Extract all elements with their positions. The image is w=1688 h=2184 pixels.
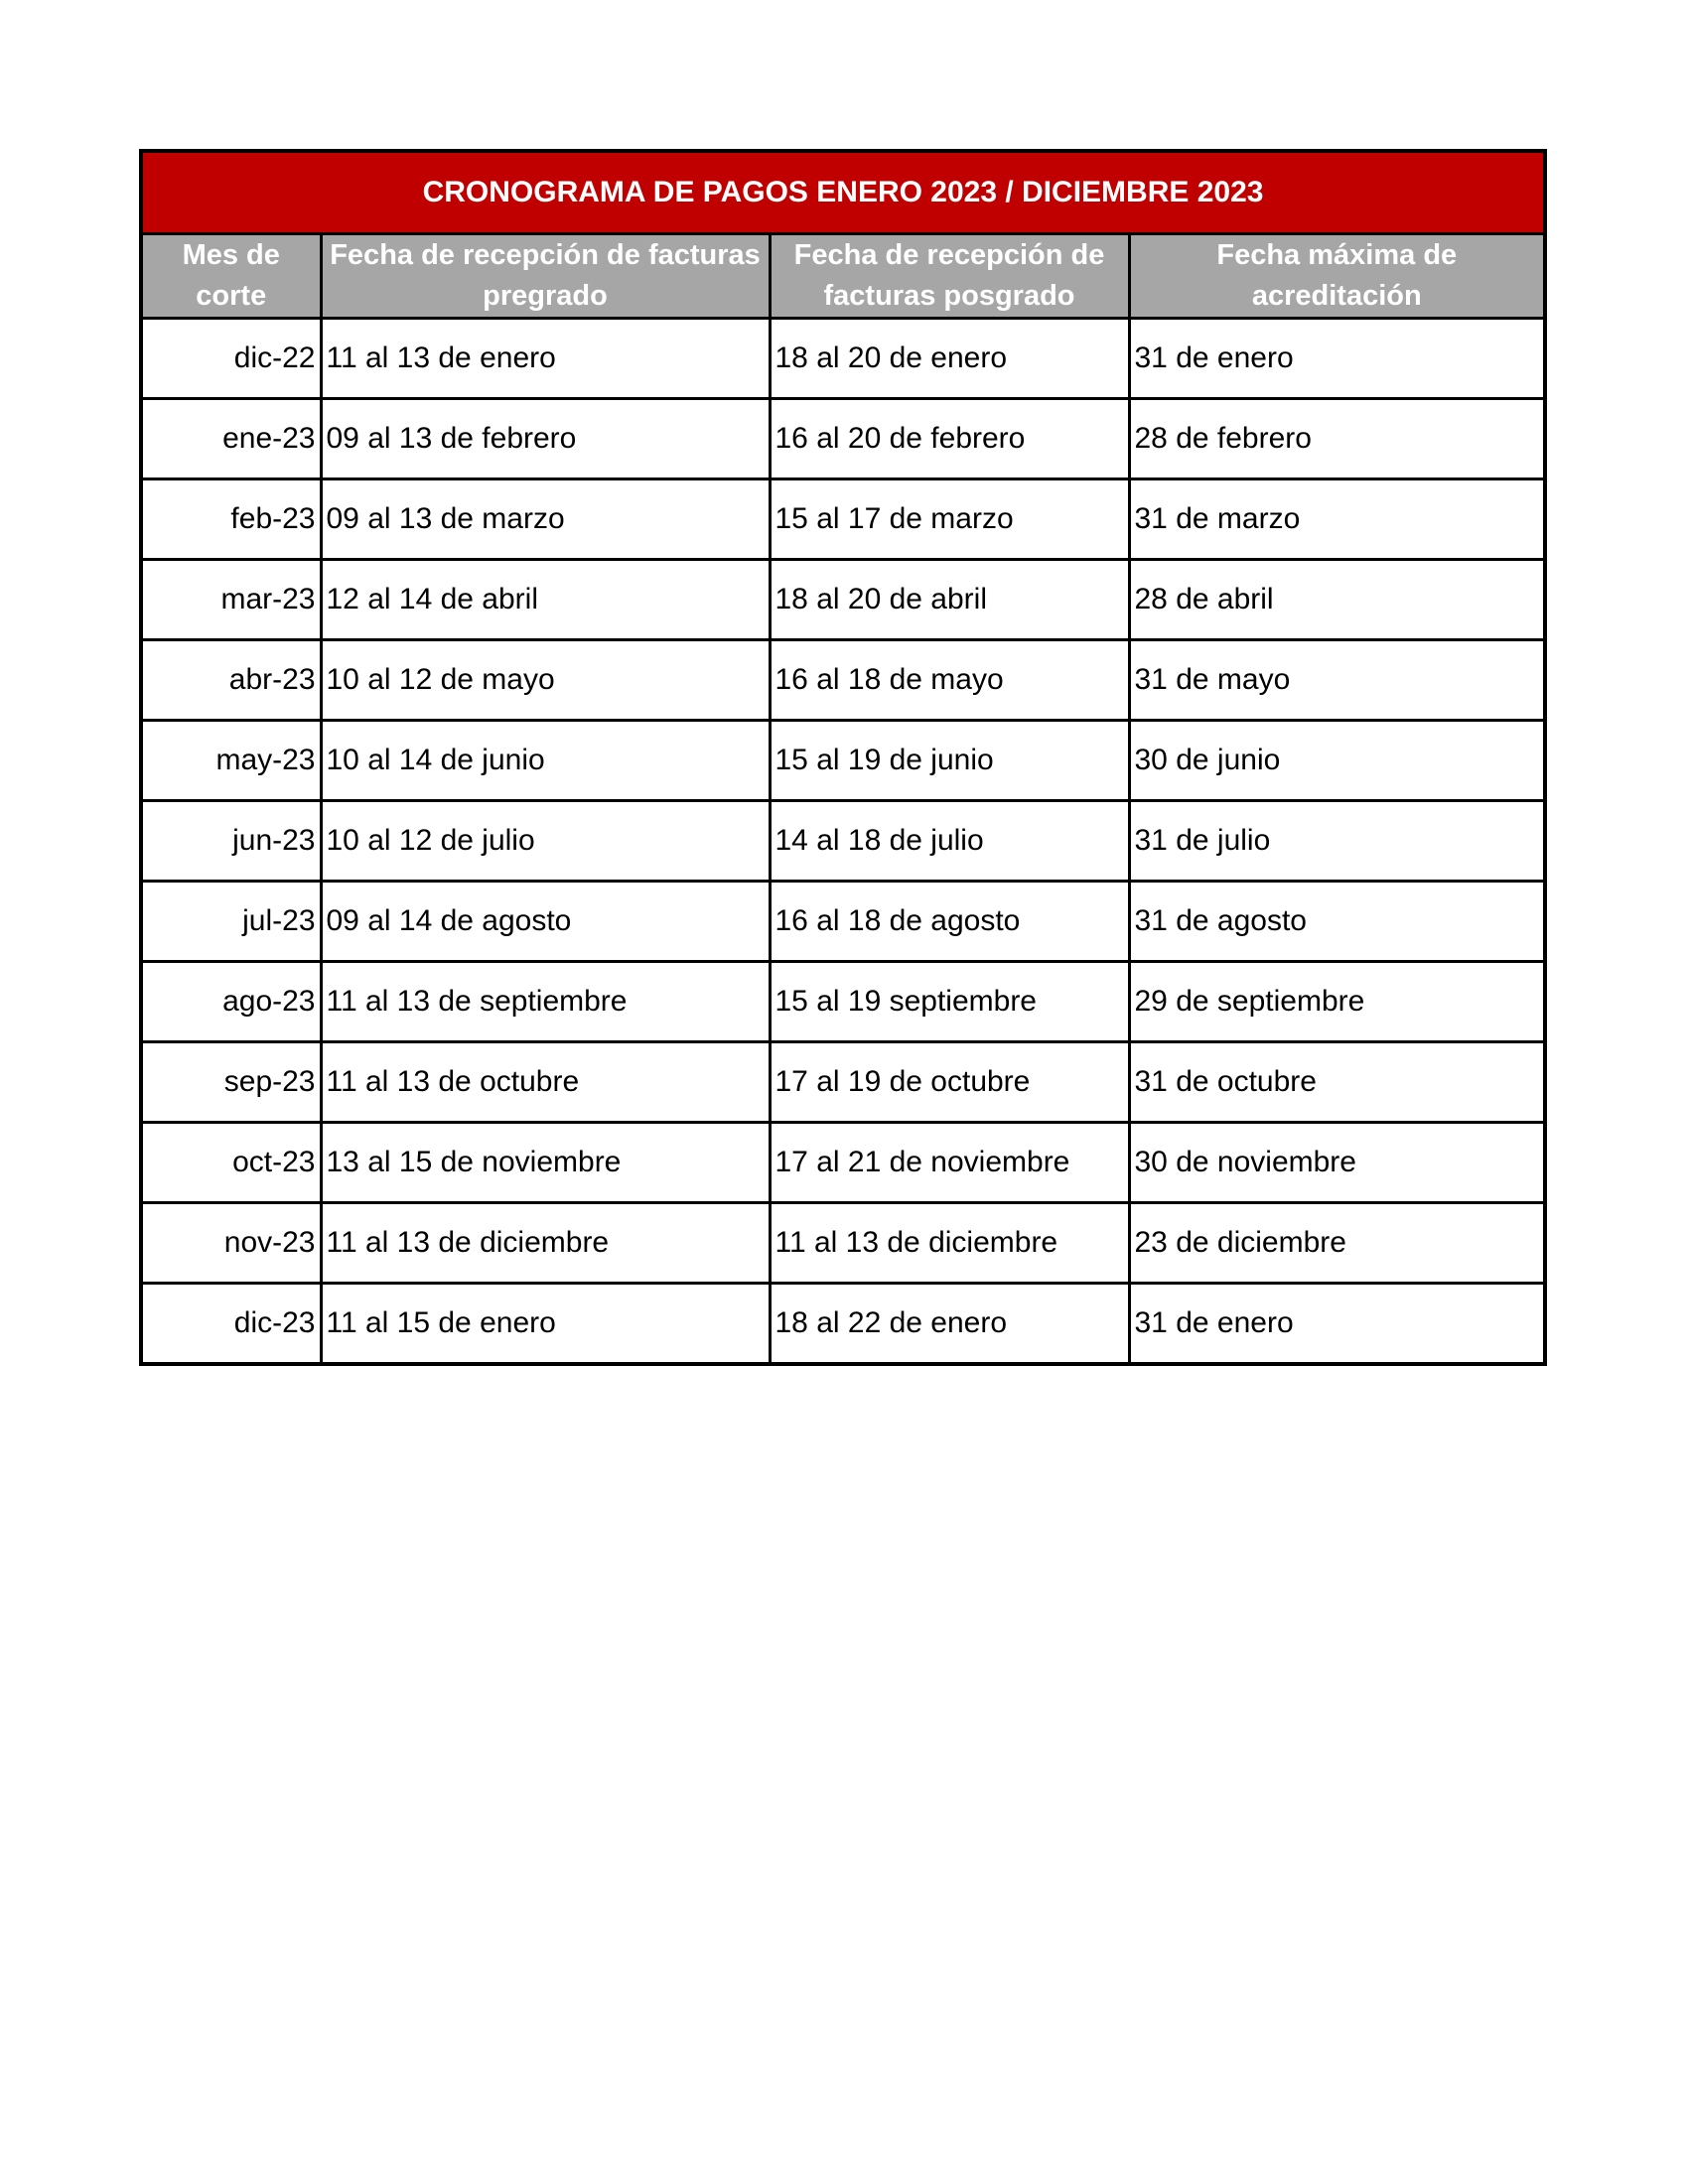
cell-recepcion-pregrado: 09 al 14 de agosto: [321, 882, 770, 962]
table-title-row: [141, 151, 1545, 234]
cell-recepcion-pregrado: 12 al 14 de abril: [321, 560, 770, 640]
table-row: [141, 479, 1545, 560]
cell-mes-de-corte: ene-23: [141, 399, 321, 479]
cell-recepcion-pregrado: 11 al 13 de diciembre: [321, 1203, 770, 1284]
table-row: [141, 801, 1545, 882]
table-row: [141, 560, 1545, 640]
cell-fecha-acreditacion: 30 de junio: [1129, 721, 1545, 801]
table-row: [141, 962, 1545, 1042]
cell-mes-de-corte: feb-23: [141, 479, 321, 560]
cell-recepcion-posgrado: 18 al 20 de abril: [770, 560, 1129, 640]
cell-recepcion-pregrado: 10 al 14 de junio: [321, 721, 770, 801]
cell-fecha-acreditacion: 31 de mayo: [1129, 640, 1545, 721]
column-header-row: [141, 234, 1545, 319]
cell-recepcion-posgrado: 16 al 20 de febrero: [770, 399, 1129, 479]
table-row: [141, 1203, 1545, 1284]
cell-fecha-acreditacion: 30 de noviembre: [1129, 1123, 1545, 1203]
cell-mes-de-corte: oct-23: [141, 1123, 321, 1203]
cell-fecha-acreditacion: 31 de enero: [1129, 1284, 1545, 1365]
cell-recepcion-posgrado: 16 al 18 de agosto: [770, 882, 1129, 962]
column-header-recepcion-pregrado: [321, 234, 770, 319]
cell-recepcion-pregrado: 11 al 13 de septiembre: [321, 962, 770, 1042]
cell-fecha-acreditacion: 28 de abril: [1129, 560, 1545, 640]
cell-recepcion-posgrado: 17 al 21 de noviembre: [770, 1123, 1129, 1203]
cell-mes-de-corte: sep-23: [141, 1042, 321, 1123]
cell-recepcion-pregrado: 10 al 12 de mayo: [321, 640, 770, 721]
cell-mes-de-corte: may-23: [141, 721, 321, 801]
table-row: [141, 399, 1545, 479]
header-line: Fecha de recepción de facturas: [330, 239, 761, 271]
cell-mes-de-corte: dic-23: [141, 1284, 321, 1365]
cell-recepcion-posgrado: 11 al 13 de diciembre: [770, 1203, 1129, 1284]
column-header-fecha-acreditacion: [1129, 234, 1545, 319]
table-row: [141, 721, 1545, 801]
cell-fecha-acreditacion: 31 de agosto: [1129, 882, 1545, 962]
cell-mes-de-corte: abr-23: [141, 640, 321, 721]
payment-schedule-table: [139, 149, 1547, 1366]
cell-mes-de-corte: dic-22: [141, 319, 321, 399]
cell-recepcion-pregrado: 11 al 15 de enero: [321, 1284, 770, 1365]
cell-mes-de-corte: jun-23: [141, 801, 321, 882]
header-line: Fecha máxima de: [1216, 239, 1458, 271]
header-line: corte: [196, 280, 267, 312]
table-row: [141, 1042, 1545, 1123]
cell-recepcion-pregrado: 11 al 13 de enero: [321, 319, 770, 399]
table-title: CRONOGRAMA DE PAGOS ENERO 2023 / DICIEMBRE 2023: [141, 151, 1545, 234]
table-row: [141, 882, 1545, 962]
cell-recepcion-posgrado: 15 al 19 de junio: [770, 721, 1129, 801]
cell-recepcion-pregrado: 13 al 15 de noviembre: [321, 1123, 770, 1203]
cell-recepcion-posgrado: 18 al 22 de enero: [770, 1284, 1129, 1365]
header-line: acreditación: [1251, 280, 1422, 312]
cell-recepcion-posgrado: 18 al 20 de enero: [770, 319, 1129, 399]
cell-recepcion-posgrado: 15 al 17 de marzo: [770, 479, 1129, 560]
cell-mes-de-corte: nov-23: [141, 1203, 321, 1284]
cell-fecha-acreditacion: 29 de septiembre: [1129, 962, 1545, 1042]
cell-mes-de-corte: mar-23: [141, 560, 321, 640]
column-header-recepcion-posgrado: [770, 234, 1129, 319]
table-row: [141, 319, 1545, 399]
cell-recepcion-pregrado: 09 al 13 de marzo: [321, 479, 770, 560]
table-row: [141, 1284, 1545, 1365]
header-line: facturas posgrado: [823, 280, 1075, 312]
cell-recepcion-posgrado: 14 al 18 de julio: [770, 801, 1129, 882]
cell-fecha-acreditacion: 31 de marzo: [1129, 479, 1545, 560]
cell-recepcion-pregrado: 09 al 13 de febrero: [321, 399, 770, 479]
cell-recepcion-posgrado: 15 al 19 septiembre: [770, 962, 1129, 1042]
cell-recepcion-pregrado: 11 al 13 de octubre: [321, 1042, 770, 1123]
cell-recepcion-posgrado: 17 al 19 de octubre: [770, 1042, 1129, 1123]
cell-fecha-acreditacion: 28 de febrero: [1129, 399, 1545, 479]
cell-fecha-acreditacion: 31 de octubre: [1129, 1042, 1545, 1123]
cell-mes-de-corte: ago-23: [141, 962, 321, 1042]
cell-recepcion-posgrado: 16 al 18 de mayo: [770, 640, 1129, 721]
cell-fecha-acreditacion: 23 de diciembre: [1129, 1203, 1545, 1284]
table-row: [141, 1123, 1545, 1203]
cell-fecha-acreditacion: 31 de julio: [1129, 801, 1545, 882]
header-line: Mes de: [182, 239, 280, 271]
cell-fecha-acreditacion: 31 de enero: [1129, 319, 1545, 399]
cell-recepcion-pregrado: 10 al 12 de julio: [321, 801, 770, 882]
table-row: [141, 640, 1545, 721]
header-line: Fecha de recepción de: [793, 239, 1105, 271]
cell-mes-de-corte: jul-23: [141, 882, 321, 962]
column-header-mes-de-corte: [141, 234, 321, 319]
header-line: pregrado: [483, 280, 608, 312]
